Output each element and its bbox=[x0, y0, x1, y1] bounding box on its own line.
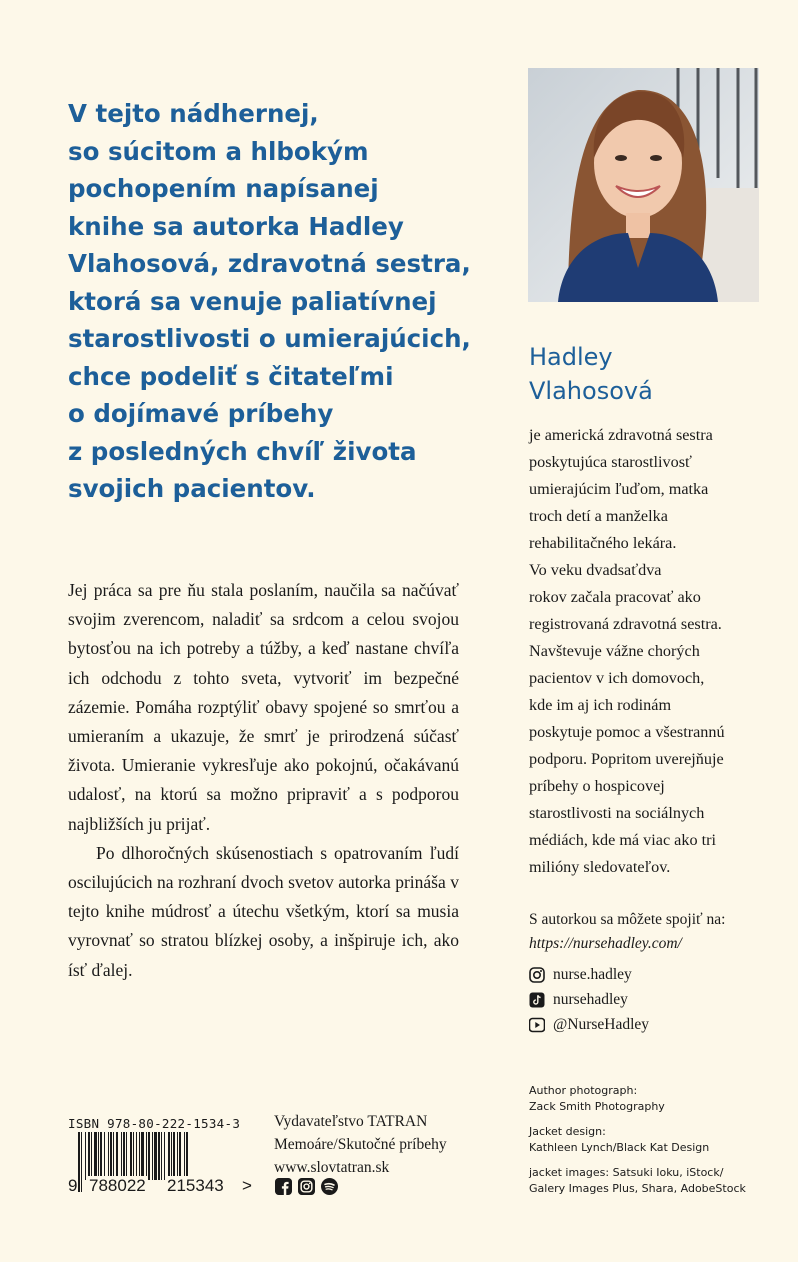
barcode-bar bbox=[116, 1132, 118, 1180]
headline-line: svojich pacientov. bbox=[68, 474, 316, 503]
credit-line: Kathleen Lynch/Black Kat Design bbox=[529, 1140, 710, 1154]
body-paragraph: Po dlhoročných skúsenostiach s opatrovaním ľudí oscilujúcich na rozhraní dvoch svetov autorka prináša v tejto knihe múdrosť a útechu všetkým, ktorí sa musia vyrovnať so stratou blízkej osoby, a inšpiruje ich, ako ísť ďalej. bbox=[68, 842, 459, 980]
contact-intro: S autorkou sa môžete spojiť na: bbox=[529, 911, 726, 928]
social-instagram[interactable] bbox=[529, 962, 649, 987]
barcode-bar bbox=[108, 1132, 109, 1180]
barcode-bar bbox=[141, 1132, 144, 1180]
publisher-name: Vydavateľstvo TATRAN bbox=[274, 1113, 428, 1130]
barcode-bar bbox=[179, 1132, 181, 1180]
publisher-series: Memoáre/Skutočné príbehy bbox=[274, 1136, 447, 1153]
credit-photo bbox=[529, 1083, 779, 1114]
bio-line: troch detí a manželka bbox=[529, 507, 668, 525]
barcode-bar bbox=[88, 1132, 90, 1180]
headline-line: chce podeliť s čitateľmi bbox=[68, 361, 394, 391]
publisher-info bbox=[274, 1110, 447, 1179]
contact-block bbox=[529, 908, 769, 956]
bio-line: umierajúcim ľuďom, matka bbox=[529, 480, 709, 498]
bio-line: Navštevuje vážne chorých bbox=[529, 642, 700, 660]
social-youtube[interactable] bbox=[529, 1012, 649, 1037]
credit-line: Jacket design: bbox=[529, 1125, 606, 1138]
barcode-bar bbox=[130, 1132, 132, 1180]
barcode-bar bbox=[154, 1132, 157, 1180]
publisher-social-icons bbox=[275, 1178, 338, 1195]
barcode-bar bbox=[171, 1132, 172, 1180]
headline-line: o dojímavé príbehy bbox=[68, 399, 334, 428]
headline-line: Vlahosová, zdravotná sestra, bbox=[68, 249, 471, 278]
bio-line: rehabilitačného lekára. bbox=[529, 534, 677, 552]
barcode-bar bbox=[94, 1132, 97, 1180]
bio-line: rokov začala pracovať ako bbox=[529, 588, 701, 606]
barcode-bar bbox=[81, 1132, 82, 1192]
author-name bbox=[529, 340, 653, 408]
barcode-bar bbox=[152, 1132, 153, 1180]
bio-line: je americká zdravotná sestra bbox=[529, 426, 713, 444]
tiktok-icon bbox=[529, 992, 545, 1008]
barcode-bar bbox=[136, 1132, 137, 1180]
barcode-bar bbox=[177, 1132, 178, 1180]
barcode-bar bbox=[161, 1132, 162, 1180]
barcode-quiet-zone-mark: > bbox=[242, 1176, 252, 1195]
barcode-bar bbox=[139, 1132, 140, 1180]
bio-line: Vo veku dvadsaťdva bbox=[529, 561, 662, 579]
headline-line: ktorá sa venuje paliatívnej bbox=[68, 286, 437, 316]
headline-line: V tejto nádhernej, bbox=[68, 99, 319, 128]
headline-line: pochopením napísanej bbox=[68, 174, 379, 203]
bio-line: príbehy o hospicovej bbox=[529, 777, 665, 795]
barcode-bar bbox=[85, 1132, 86, 1180]
social-handle: nursehadley bbox=[553, 991, 628, 1008]
barcode-bar bbox=[148, 1132, 150, 1180]
barcode-bar bbox=[100, 1132, 102, 1180]
blurb-headline bbox=[68, 95, 488, 508]
social-handle: @NurseHadley bbox=[553, 1016, 650, 1033]
barcode-bar bbox=[123, 1132, 125, 1180]
bio-line: pacientov v ich domovoch, bbox=[529, 669, 705, 687]
barcode-bar bbox=[173, 1132, 175, 1180]
barcode-bar bbox=[168, 1132, 170, 1180]
headline-line: starostlivosti o umierajúcich, bbox=[68, 324, 471, 353]
author-name-line: Hadley bbox=[529, 343, 613, 371]
bio-line: registrovaná zdravotná sestra. bbox=[529, 615, 722, 633]
barcode-bar bbox=[164, 1132, 165, 1180]
social-list bbox=[529, 962, 649, 1037]
barcode-digit-group-right: 215343 bbox=[167, 1176, 224, 1195]
barcode-bar bbox=[78, 1132, 80, 1192]
barcode-bar bbox=[91, 1132, 92, 1180]
credit-line: Galery Images Plus, Shara, AdobeStock bbox=[529, 1181, 746, 1195]
facebook-icon[interactable] bbox=[275, 1178, 292, 1195]
spotify-icon[interactable] bbox=[321, 1178, 338, 1195]
author-name-line: Vlahosová bbox=[529, 377, 653, 405]
bio-line: milióny sledovateľov. bbox=[529, 858, 671, 876]
credit-line: Author photograph: bbox=[529, 1084, 638, 1097]
bio-line: poskytuje pomoc a všestrannú bbox=[529, 723, 725, 741]
headline-line: z posledných chvíľ života bbox=[68, 436, 417, 466]
bio-line: starostlivosti na sociálnych bbox=[529, 804, 705, 822]
barcode-bar bbox=[110, 1132, 112, 1180]
youtube-icon bbox=[529, 1017, 545, 1033]
barcode-digit-group-left: 788022 bbox=[89, 1176, 146, 1195]
barcode-bar bbox=[146, 1132, 147, 1180]
barcode-bar bbox=[184, 1132, 185, 1180]
body-paragraph: Jej práca sa pre ňu stala poslaním, naučila sa načúvať svojim zverencom, naladiť sa srdcom a celou svojou bytosťou na ich potreby a túžby, a keď nastane chvíľa ich odchodu z tohto sveta, vytvoriť im bezpečné zázemie. Pomáha rozptýliť obavy spojené so smrťou a umieraním a ukazuje, že smrť je prirodzená súčasť života. Umieranie vykresľuje ako pokojnú, očakávanú udalosť, na ktorú sa možno pripraviť a s podporou najbližších ju prijať. bbox=[68, 580, 459, 834]
barcode-bar bbox=[113, 1132, 114, 1180]
barcode-digit-first: 9 bbox=[68, 1176, 78, 1195]
barcode-bar bbox=[158, 1132, 160, 1180]
credit-jacket-design bbox=[529, 1124, 779, 1155]
publisher-website-link[interactable]: www.slovtatran.sk bbox=[274, 1159, 390, 1176]
bio-line: poskytujúca starostlivosť bbox=[529, 453, 692, 471]
author-photo-illustration bbox=[528, 68, 759, 302]
isbn-label: ISBN 978-80-222-1534-3 bbox=[68, 1116, 241, 1131]
barcode-bar bbox=[98, 1132, 99, 1180]
barcode-bar bbox=[121, 1132, 122, 1180]
instagram-icon[interactable] bbox=[298, 1178, 315, 1195]
credit-jacket-images bbox=[529, 1165, 779, 1196]
instagram-icon bbox=[529, 967, 545, 983]
barcode-bar bbox=[104, 1132, 105, 1180]
social-tiktok[interactable] bbox=[529, 987, 649, 1012]
credits bbox=[529, 1083, 779, 1206]
credit-line: jacket images: Satsuki Ioku, iStock/ bbox=[529, 1166, 724, 1179]
author-bio bbox=[529, 422, 764, 881]
barcode-bar bbox=[126, 1132, 127, 1180]
credit-line: Zack Smith Photography bbox=[529, 1099, 665, 1113]
headline-line: knihe sa autorka Hadley bbox=[68, 211, 404, 241]
author-photo bbox=[528, 68, 759, 302]
social-handle: nurse.hadley bbox=[553, 966, 632, 983]
bio-line: kde im aj ich rodinám bbox=[529, 696, 672, 714]
bio-line: podporu. Popritom uverejňuje bbox=[529, 750, 724, 768]
bio-line: médiách, kde má viac ako tri bbox=[529, 831, 716, 849]
blurb-body bbox=[68, 576, 459, 985]
author-website-link[interactable]: https://nursehadley.com/ bbox=[529, 935, 682, 952]
headline-line: so súcitom a hlbokým bbox=[68, 136, 369, 166]
